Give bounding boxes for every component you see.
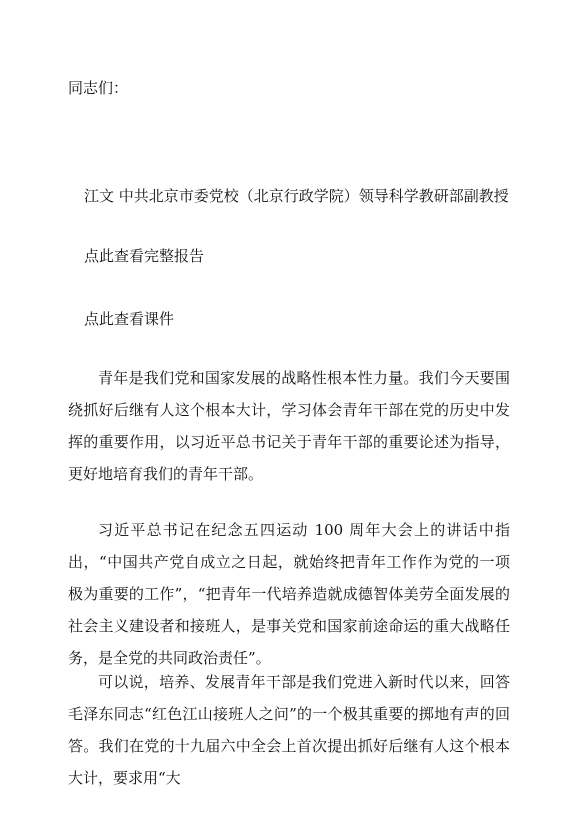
body-paragraph: 可以说，培养、发展青年干部是我们党进入新时代以来，回答毛泽东同志“红色江山接班人之问”的一个极其重要的掷地有声的回答。我们在党的十九届六中全会上首次提出抓好后继有人这个根本大计，要求用“大 bbox=[68, 673, 510, 787]
body-paragraph: 习近平总书记在纪念五四运动 100 周年大会上的讲话中指出，“中国共产党自成立之日起，就始终把青年工作作为党的一项极为重要的工作”，“把青年一代培养造就成德智体美劳全面发展的社会主义建设者和接班人，是事关党和国家前途命运的重大战略任务，是全党的共同政治责任”。 bbox=[68, 521, 510, 667]
full-report-link[interactable]: 点此查看完整报告 bbox=[84, 247, 205, 265]
body-paragraph: 青年是我们党和国家发展的战略性根本性力量。我们今天要围绕抓好后继有人这个根本大计，学习体会青年干部在党的历史中发挥的重要作用，以习近平总书记关于青年干部的重要论述为指导，更好地培育我们的青年干部。 bbox=[68, 369, 510, 483]
salutation: 同志们： bbox=[68, 79, 129, 97]
courseware-link[interactable]: 点此查看课件 bbox=[84, 310, 175, 328]
author-line: 江文 中共北京市委党校（北京行政学院）领导科学教研部副教授 bbox=[84, 187, 509, 205]
